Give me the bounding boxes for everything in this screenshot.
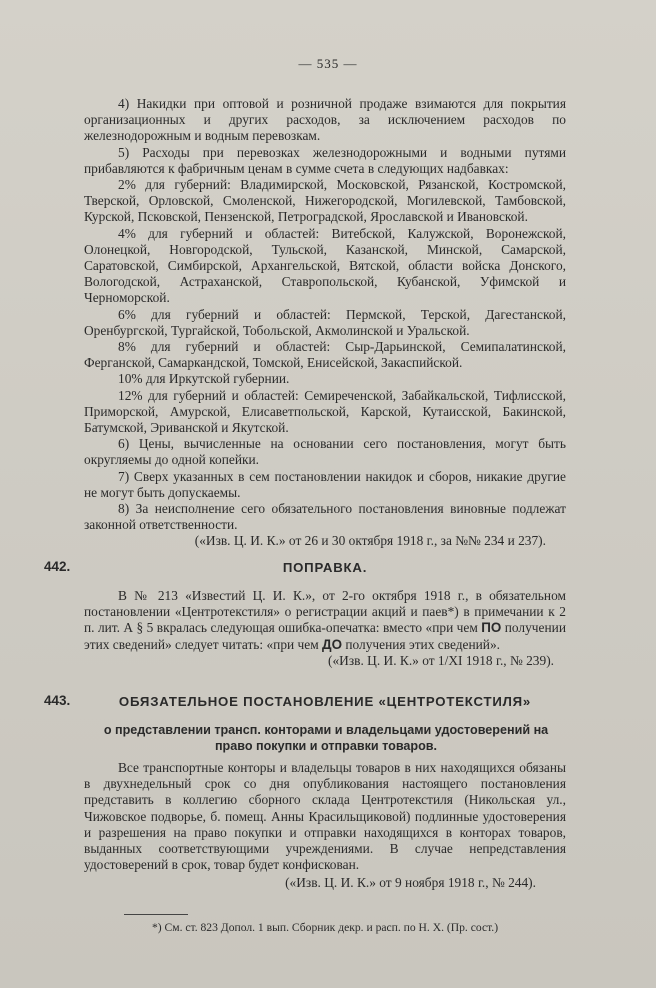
paragraph: 4% для губерний и областей: Витебской, Калужской, Воронежской, Олонецкой, Новгородской, Тульской, Казанской, Минской, Самарской, Саратовской, Симбирской, Архангельской, Вятской, области войска Донского, Вологодской, Астраханской, Ставропольской, Кубанской, Уфимской и Черноморской.	[84, 225, 566, 306]
paragraph: 8) За неисполнение сего обязательного постановления виновные подлежат законной ответственности.	[84, 501, 566, 533]
paragraph	[84, 588, 566, 653]
page-number: — 535 —	[298, 56, 358, 71]
text-part: получении этих сведений» следует читать: «при чем	[84, 620, 566, 652]
footnote: *) См. ст. 823 Допол. 1 вып. Сборник декр. и расп. по Н. Х. (Пр. сост.)	[151, 921, 499, 934]
decree-text-443	[84, 760, 566, 892]
section-subtitle-443: о представлении трансп. конторами и владельцами удостоверений на право покупки и отправки товаров.	[103, 723, 549, 753]
paragraph: 12% для губерний и областей: Семиреченской, Забайкальской, Тифлисской, Приморской, Амурской, Елисаветпольской, Карской, Кутаисской, Бакинской, Батумской, Эриванской и Якутской.	[84, 387, 566, 436]
text-part: В № 213 «Известий Ц. И. К.», от 2-го октября 1918 г., в обязательном постановлении «Центротекстиля» о регистрации акций и паев*) в примечании к 2 п. лит. А § 5 вкралась следующая ошибка-опечатка: вместо «при чем	[84, 588, 566, 636]
source-citation: («Изв. Ц. И. К.» от 9 ноября 1918 г., № 244).	[285, 875, 536, 891]
source-citation: («Изв. Ц. И. К.» от 26 и 30 октября 1918 г., за №№ 234 и 237).	[194, 533, 546, 549]
emphasis-do: ДО	[322, 636, 343, 652]
section-number-442: 442.	[44, 559, 71, 574]
paragraph: 10% для Иркутской губернии.	[118, 371, 290, 387]
paragraph: 5) Расходы при перевозках железнодорожными и водными путями прибавляются к фабричным ценам в сумме счета в следующих надбавках:	[84, 144, 566, 176]
paragraph: 7) Сверх указанных в сем постановлении накидок и сборов, никакие другие не могут быть допускаемы.	[84, 468, 566, 500]
emphasis-po: ПО	[481, 620, 502, 636]
section-title-442: ПОПРАВКА.	[282, 560, 368, 575]
paragraph: 2% для губерний: Владимирской, Московской, Рязанской, Костромской, Тверской, Орловской, Смоленской, Нижегородской, Могилевской, Тамбовской, Курской, Псковской, Пензенской, Петроградской, Ярославской и Ивановской.	[84, 177, 566, 225]
decree-continuation	[84, 96, 566, 550]
paragraph: 6% для губерний и областей: Пермской, Терской, Дагестанской, Оренбургской, Тургайской, Тобольской, Акмолинской и Уральской.	[84, 306, 566, 338]
section-title-443: ОБЯЗАТЕЛЬНОЕ ПОСТАНОВЛЕНИЕ «ЦЕНТРОТЕКСТИЛЯ»	[118, 694, 532, 709]
paragraph: 8% для губерний и областей: Сыр-Дарьинской, Семипалатинской, Ферганской, Самаркандской, Томской, Енисейской, Закаспийской.	[84, 339, 566, 371]
correction-text	[84, 588, 566, 669]
paragraph: 4) Накидки при оптовой и розничной продаже взимаются для покрытия организационных и других расходов, за исключением расходов по железнодорожным и водным перевозкам.	[84, 96, 566, 144]
source-citation: («Изв. Ц. И. К.» от 1/XI 1918 г., № 239).	[328, 652, 554, 668]
section-number-443: 443.	[44, 693, 71, 708]
paragraph: Все транспортные конторы и владельцы товаров в них находящихся обязаны в двухнедельный срок со дня опубликования настоящего постановления представить в коллегию сборного склада Центротекстиля (Никольская ул., Чижовское подворье, б. помещ. Анны Красильщиковой) подлинные удостоверения и разрешения на право покупки и отправки находящихся в конторах товаров, выданных соответствующими учреждениями. В случае непредставления удостоверений в срок, товар будет конфискован.	[84, 760, 566, 873]
paragraph: 6) Цены, вычисленные на основании сего постановления, могут быть округляемы до одной копейки.	[84, 436, 566, 468]
text-part: получения этих сведений».	[342, 636, 501, 652]
footnote-divider	[124, 914, 188, 915]
